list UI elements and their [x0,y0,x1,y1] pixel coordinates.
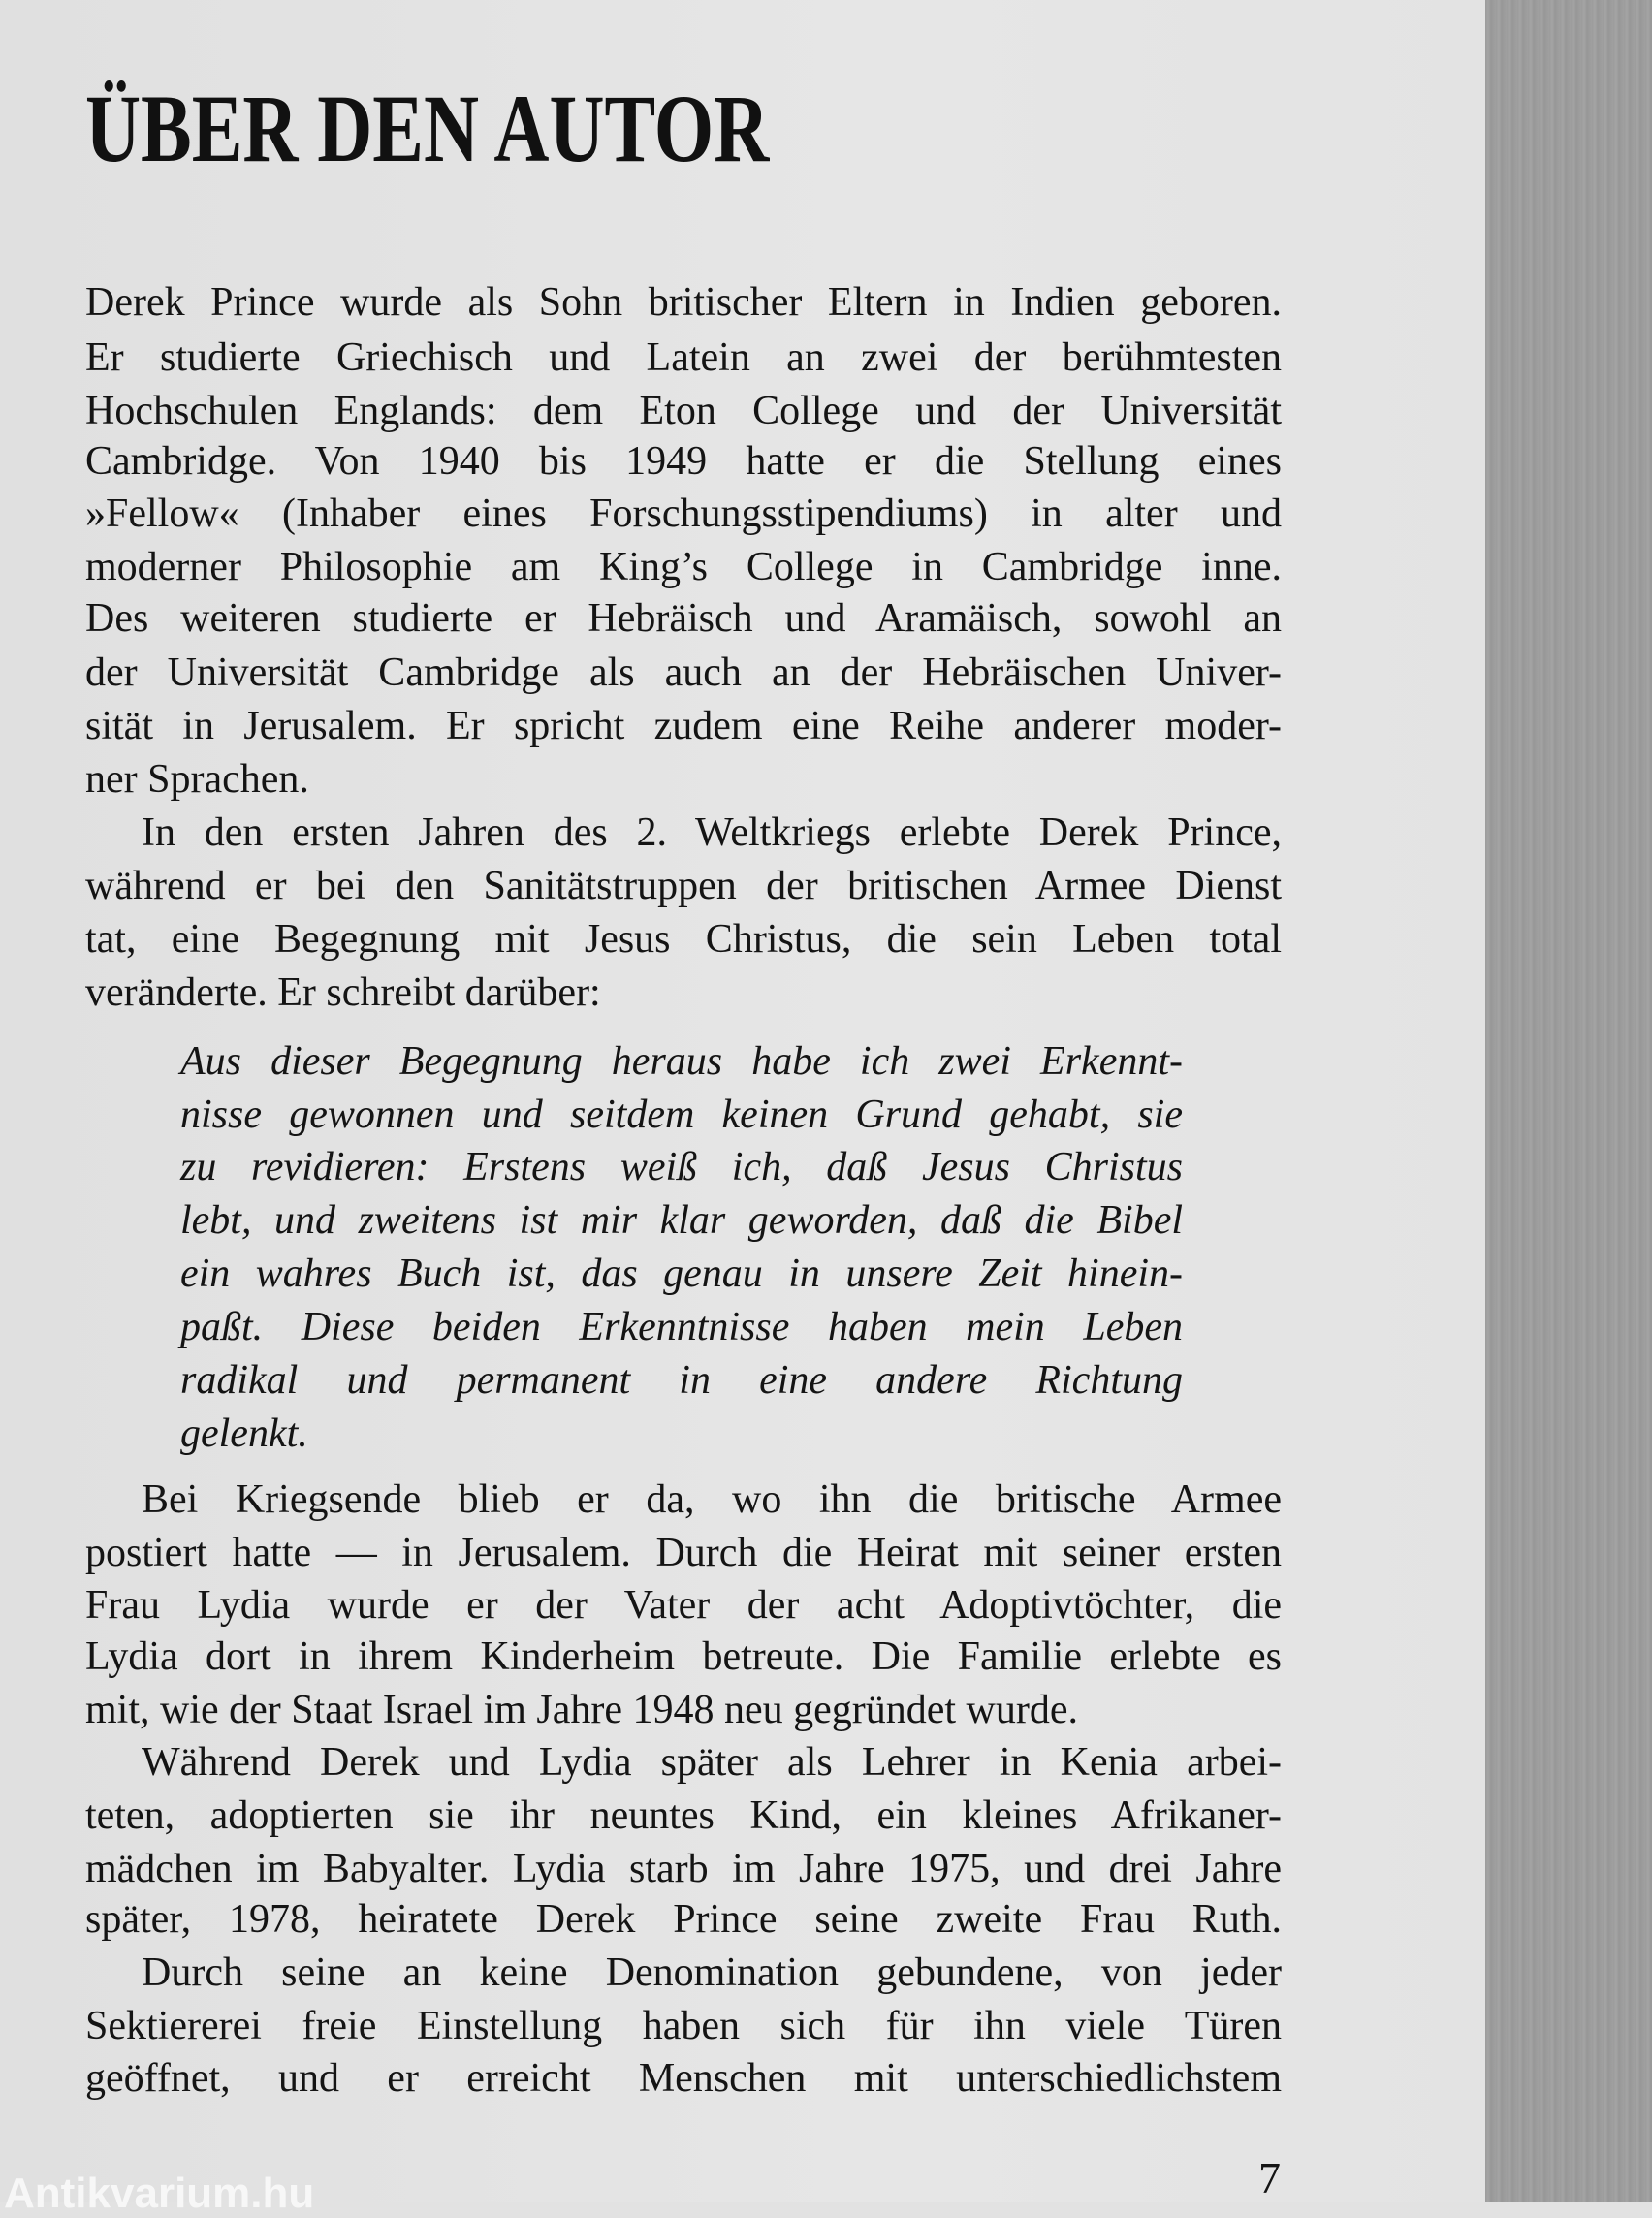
text-line: Während Derek und Lydia später als Lehrer in Kenia arbei- [142,1740,1282,1785]
text-line: Er studierte Griechisch und Latein an zwei der berühmtesten [85,335,1282,380]
text-line: teten, adoptierten sie ihr neuntes Kind, ein kleines Afrikaner- [85,1793,1282,1838]
text-line: moderner Philosophie am King’s College in Cambridge inne. [85,545,1282,589]
watermark: Antikvarium.hu [4,2170,315,2217]
quote-line: ein wahres Buch ist, das genau in unsere Zeit hinein- [180,1252,1183,1296]
text-line: Bei Kriegsende blieb er da, wo ihn die britische Armee [142,1477,1282,1522]
text-line: der Universität Cambridge als auch an der Hebräischen Univer- [85,650,1282,695]
text-line: geöffnet, und er erreicht Menschen mit unterschiedlichstem [85,2056,1282,2101]
text-line: mädchen im Babyalter. Lydia starb im Jahre 1975, und drei Jahre [85,1847,1282,1891]
text-line: Frau Lydia wurde er der Vater der acht Adoptivtöchter, die [85,1583,1282,1628]
quote-line: radikal und permanent in eine andere Richtung [180,1358,1183,1403]
text-line: Lydia dort in ihrem Kinderheim betreute. Die Familie erlebte es [85,1634,1282,1679]
text-line: tat, eine Begegnung mit Jesus Christus, die sein Leben total [85,917,1282,962]
text-line: In den ersten Jahren des 2. Weltkriegs erlebte Derek Prince, [142,810,1282,855]
quote-line: Aus dieser Begegnung heraus habe ich zwei Erkennt- [180,1039,1183,1084]
text-line: Derek Prince wurde als Sohn britischer Eltern in Indien geboren. [85,280,1282,325]
quote-line: gelenkt. [180,1411,308,1456]
text-line: veränderte. Er schreibt darüber: [85,970,601,1015]
text-line: ner Sprachen. [85,757,309,802]
quote-line: paßt. Diese beiden Erkenntnisse haben mein Leben [180,1305,1183,1349]
quote-line: lebt, und zweitens ist mir klar geworden, daß die Bibel [180,1198,1183,1243]
text-line: Durch seine an keine Denomination gebundene, von jeder [142,1950,1282,1995]
text-line: sität in Jerusalem. Er spricht zudem eine Reihe anderer moder- [85,704,1282,748]
text-line: Cambridge. Von 1940 bis 1949 hatte er die Stellung eines [85,439,1282,484]
text-line: »Fellow« (Inhaber eines Forschungsstipendiums) in alter und [85,491,1282,536]
text-line: Sektiererei freie Einstellung haben sich für ihn viele Türen [85,2004,1282,2048]
page-title: ÜBER DEN AUTOR [85,75,770,182]
text-line: postiert hatte — in Jerusalem. Durch die Heirat mit seiner ersten [85,1531,1282,1575]
text-line: Des weiteren studierte er Hebräisch und Aramäisch, sowohl an [85,596,1282,641]
quote-line: zu revidieren: Erstens weiß ich, daß Jesus Christus [180,1145,1183,1189]
text-line: Hochschulen Englands: dem Eton College und der Universität [85,389,1282,433]
page-number: 7 [1258,2153,1281,2202]
text-line: später, 1978, heiratete Derek Prince seine zweite Frau Ruth. [85,1897,1282,1942]
text-line: während er bei den Sanitätstruppen der britischen Armee Dienst [85,864,1282,908]
text-line: mit, wie der Staat Israel im Jahre 1948 neu gegründet wurde. [85,1688,1079,1732]
quote-line: nisse gewonnen und seitdem keinen Grund gehabt, sie [180,1093,1183,1137]
background-surface [1485,0,1652,2202]
